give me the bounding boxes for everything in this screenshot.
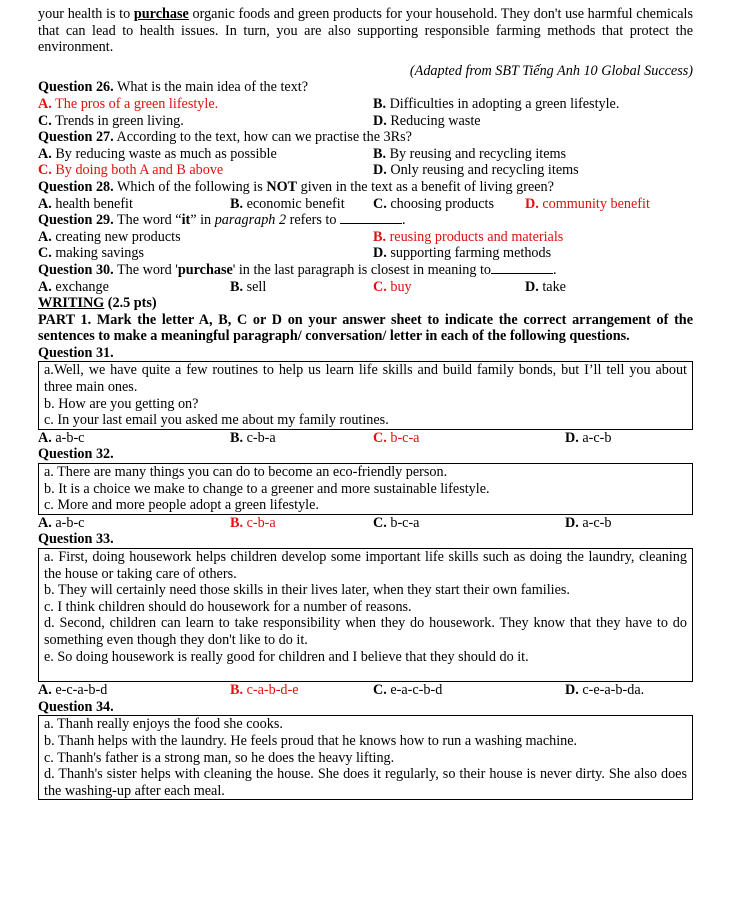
question-26: Question 26. What is the main idea of the text? [38, 79, 309, 96]
q31-sentence-b: b. How are you getting on? [44, 395, 199, 412]
q31-options-row [38, 430, 693, 447]
q34-sentence-d: d. Thanh's sister helps with cleaning the house. She does it regularly, so their house is never dirty. She also does the washing-up after each meal. [44, 766, 687, 799]
q31-sentence-a: a.Well, we have quite a few routines to help us learn life skills and build family bonds, but I’ll tell you about three main ones. [44, 362, 687, 396]
q26-option-b[interactable]: B. Difficulties in adopting a green lifestyle. [373, 95, 620, 112]
q27-option-a[interactable]: A. By reducing waste as much as possible [38, 145, 277, 162]
q28-option-d[interactable]: D. community benefit [525, 195, 650, 212]
q34-sentence-a: a. Thanh really enjoys the food she cooks. [44, 716, 283, 733]
q33-sentence-c: c. I think children should do housework for a number of reasons. [44, 598, 412, 615]
q33-option-b[interactable]: B. c-a-b-d-e [230, 682, 299, 699]
q28-option-a[interactable]: A. health benefit [38, 195, 133, 212]
q32-sentence-c: c. More and more people adopt a green lifestyle. [44, 497, 319, 514]
q33-option-c[interactable]: C. e-a-c-b-d [373, 682, 443, 699]
q31-option-a[interactable]: A. a-b-c [38, 429, 85, 446]
q27-options-row2 [38, 162, 693, 179]
q29-options-row2 [38, 245, 693, 262]
q29-option-a[interactable]: A. creating new products [38, 228, 181, 245]
q33-option-d[interactable]: D. c-e-a-b-da. [565, 682, 645, 699]
q26-options-row2 [38, 113, 693, 130]
q31-sentence-c: c. In your last email you asked me about my family routines. [44, 412, 389, 429]
q31-option-d[interactable]: D. a-c-b [565, 429, 612, 446]
question-27: Question 27. According to the text, how can we practise the 3Rs? [38, 129, 412, 146]
q32-option-c[interactable]: C. b-c-a [373, 514, 420, 531]
q28-option-c[interactable]: C. choosing products [373, 195, 494, 212]
q34-sentence-c: c. Thanh's father is a strong man, so he does the heavy lifting. [44, 749, 395, 766]
answer-blank [340, 212, 402, 224]
q29-option-b[interactable]: B. reusing products and materials [373, 228, 564, 245]
q27-option-c[interactable]: C. By doing both A and B above [38, 162, 224, 179]
q26-option-d[interactable]: D. Reducing waste [373, 112, 481, 129]
question-29: Question 29. The word “it” in paragraph 2 refers to . [38, 212, 406, 229]
q28-option-b[interactable]: B. economic benefit [230, 195, 345, 212]
passage-paragraph: your health is to purchase organic foods and green products for your household. They don't use harmful chemicals that can lead to health issues. In turn, you are also supporting responsible farming methods that protect the environment. [38, 6, 693, 56]
q30-option-b[interactable]: B. sell [230, 278, 267, 295]
part1-instructions: PART 1. Mark the letter A, B, C or D on your answer sheet to indicate the correct arrangement of the sentences to make a meaningful paragraph/ conversation/ letter in each of the following questions. [38, 311, 693, 345]
passage-source: (Adapted from SBT Tiếng Anh 10 Global Success) [409, 62, 693, 79]
q26-option-c[interactable]: C. Trends in green living. [38, 112, 184, 129]
q30-options-row [38, 279, 693, 296]
q27-options-row1 [38, 146, 693, 163]
q32-options-row [38, 515, 693, 532]
q31-option-b[interactable]: B. c-b-a [230, 429, 276, 446]
exam-page [38, 6, 693, 800]
question-34-label: Question 34. [38, 698, 114, 715]
q29-options-row1 [38, 229, 693, 246]
q33-sentence-a: a. First, doing housework helps children develop some important life skills such as doing the laundry, cleaning the house or taking care of others. [44, 549, 687, 582]
question-32-label: Question 32. [38, 446, 114, 463]
q29-option-c[interactable]: C. making savings [38, 245, 145, 262]
answer-blank [491, 262, 553, 274]
q29-option-d[interactable]: D. supporting farming methods [373, 245, 552, 262]
q34-sentence-b: b. Thanh helps with the laundry. He feels proud that he knows how to run a washing machine. [44, 732, 578, 749]
q32-option-b[interactable]: B. c-b-a [230, 514, 276, 531]
q33-options-row [38, 682, 693, 699]
q32-option-a[interactable]: A. a-b-c [38, 514, 85, 531]
q33-option-a[interactable]: A. e-c-a-b-d [38, 682, 108, 699]
q26-option-a[interactable]: A. The pros of a green lifestyle. [38, 95, 219, 112]
q33-sentence-b: b. They will certainly need those skills in their lives later, when they start their own families. [44, 582, 570, 599]
q31-sentence-box [38, 361, 693, 429]
q27-option-d[interactable]: D. Only reusing and recycling items [373, 162, 579, 179]
question-30: Question 30. The word 'purchase' in the last paragraph is closest in meaning to . [38, 261, 557, 278]
q30-option-d[interactable]: D. take [525, 278, 566, 295]
q32-sentence-a: a. There are many things you can do to become an eco-friendly person. [44, 464, 448, 481]
q32-sentence-box [38, 463, 693, 515]
q30-option-a[interactable]: A. exchange [38, 278, 109, 295]
q34-sentence-box [38, 715, 693, 800]
question-31-label: Question 31. [38, 344, 114, 361]
q33-sentence-e: e. So doing housework is really good for children and I believe that they should do it. [44, 648, 529, 665]
q28-options-row [38, 196, 693, 213]
q27-option-b[interactable]: B. By reusing and recycling items [373, 145, 567, 162]
q33-sentence-d: d. Second, children can learn to take responsibility when they do housework. They know that they have to do something even though they don't like to do it. [44, 615, 687, 648]
question-28: Question 28. Which of the following is NOT given in the text as a benefit of living green? [38, 178, 554, 195]
q31-option-c[interactable]: C. b-c-a [373, 429, 420, 446]
writing-heading: WRITING (2.5 pts) [38, 295, 157, 312]
q33-sentence-box [38, 548, 693, 682]
q30-option-c[interactable]: C. buy [373, 278, 412, 295]
keyword-purchase: purchase [133, 6, 189, 22]
q26-options-row1 [38, 96, 693, 113]
q32-option-d[interactable]: D. a-c-b [565, 514, 612, 531]
q32-sentence-b: b. It is a choice we make to change to a greener and more sustainable lifestyle. [44, 480, 490, 497]
question-33-label: Question 33. [38, 531, 114, 548]
